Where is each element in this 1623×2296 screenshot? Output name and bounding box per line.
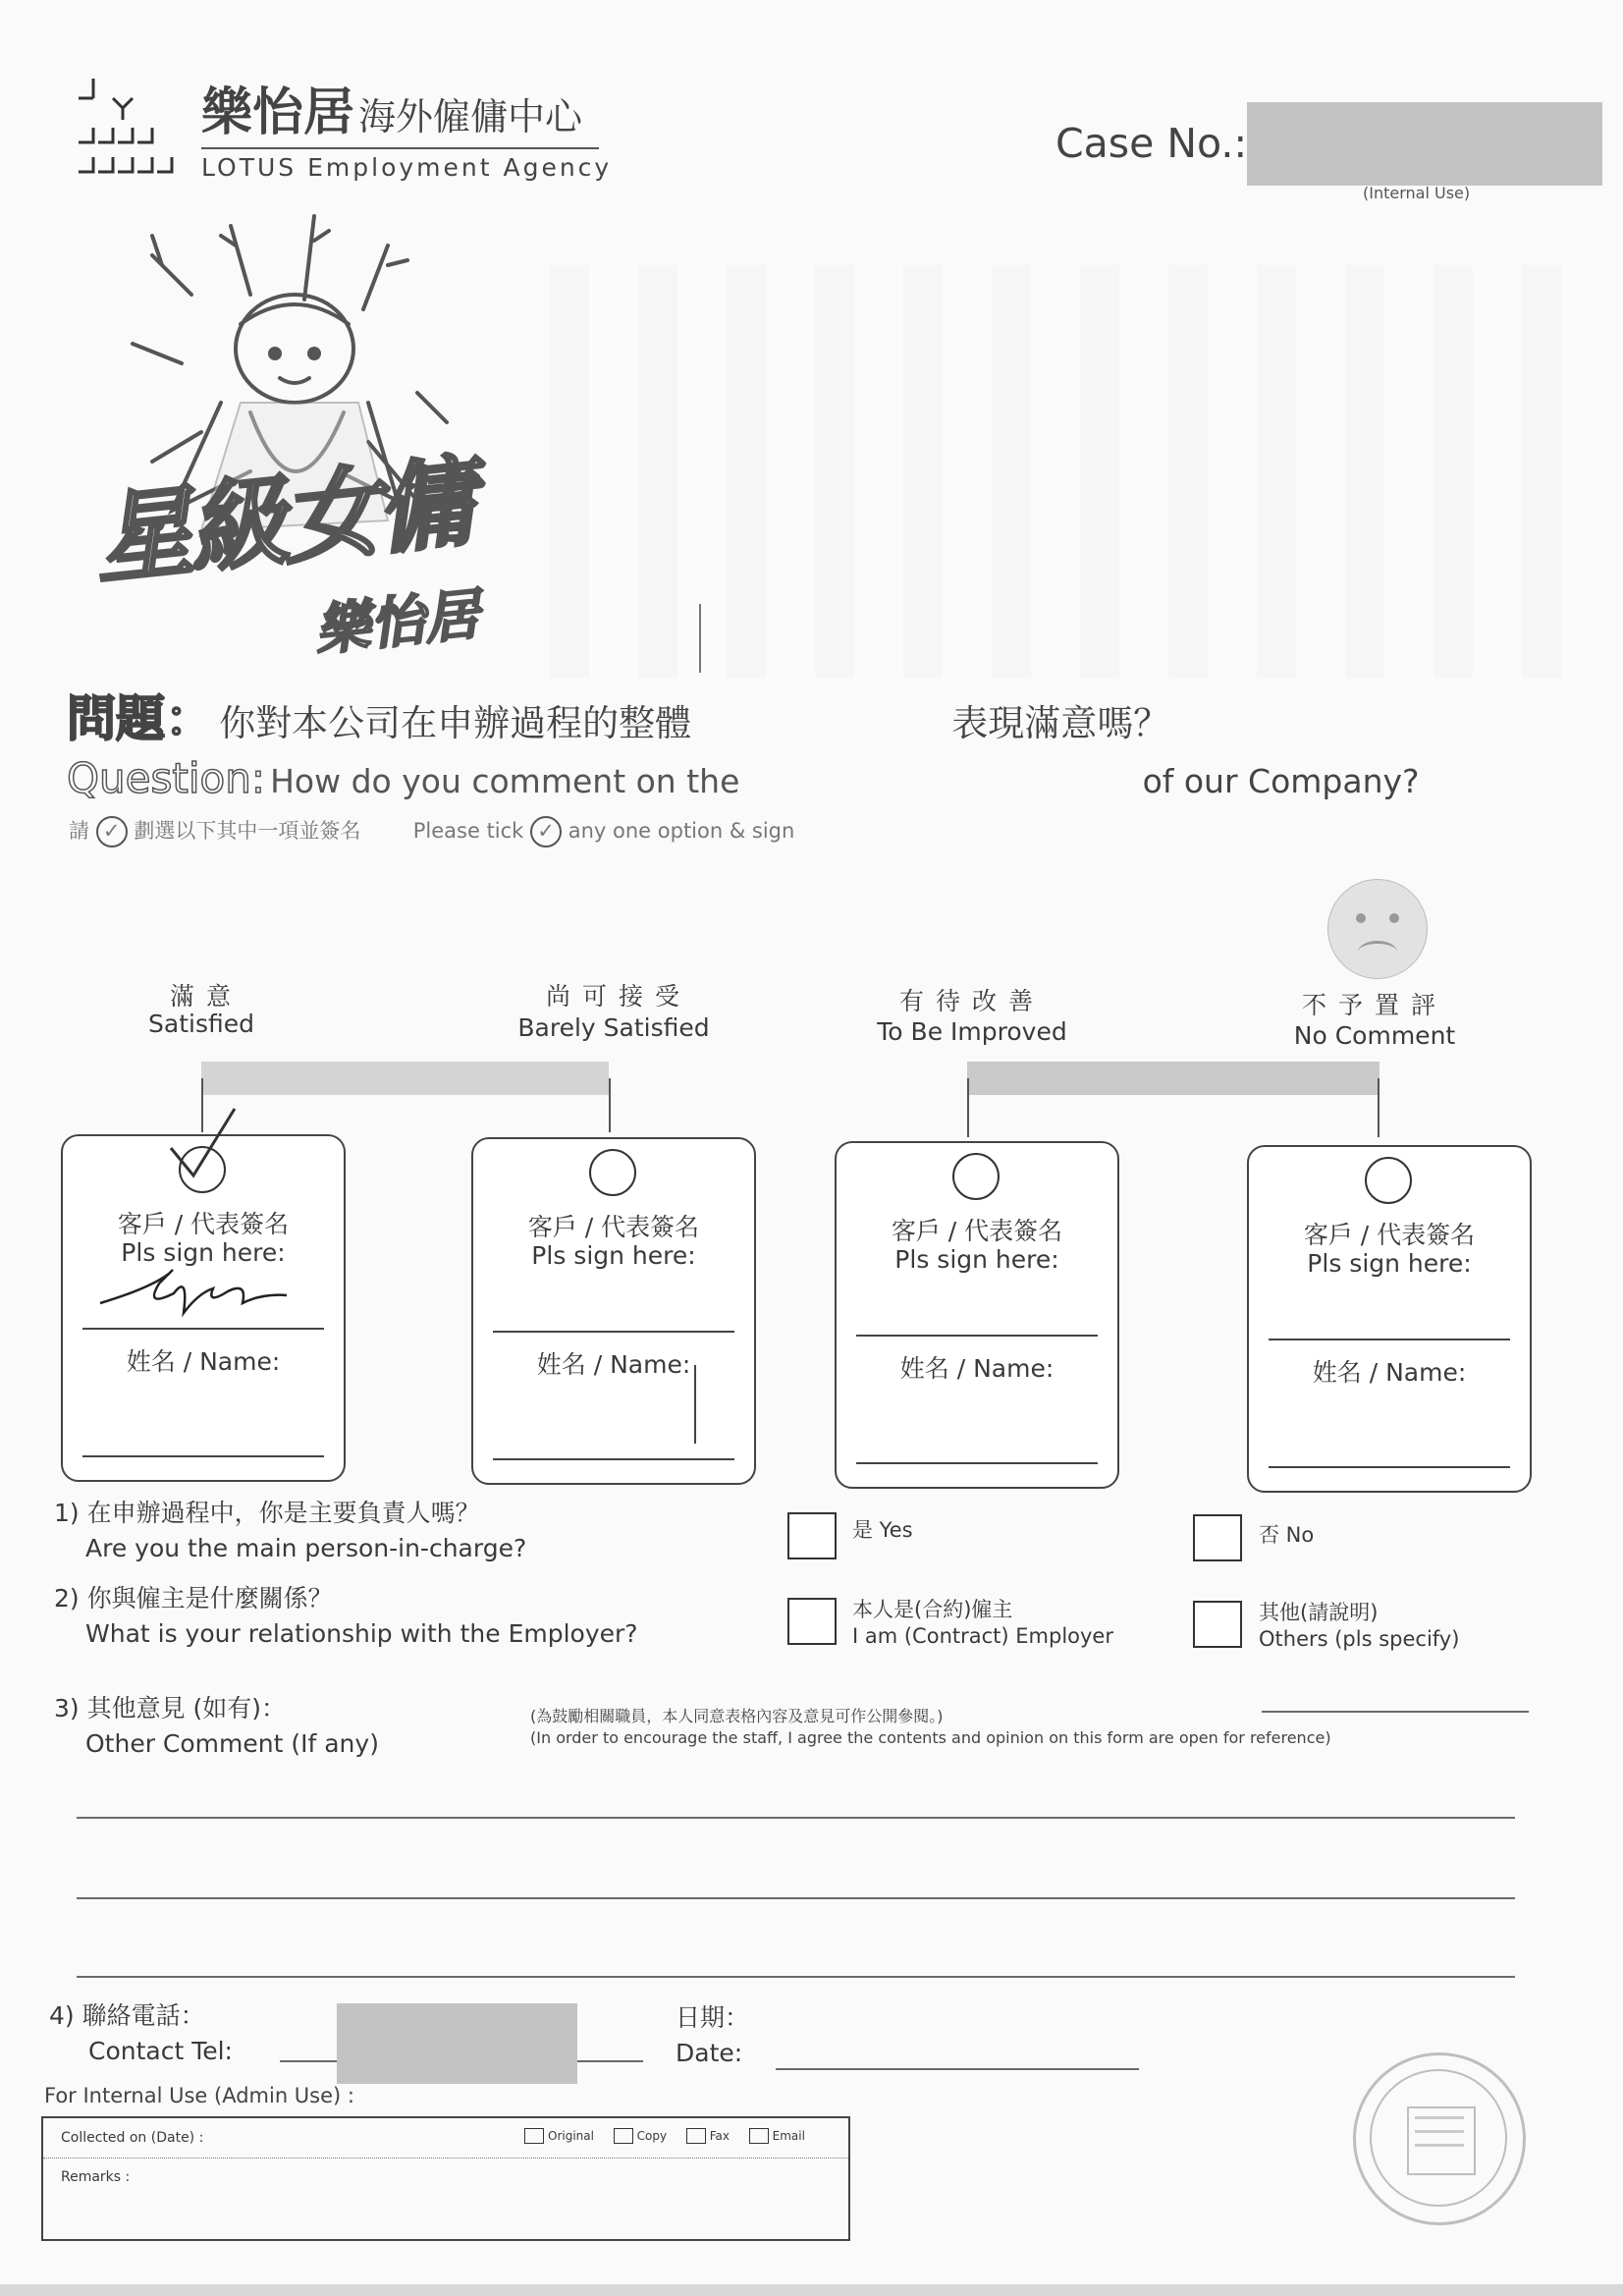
question-1 — [54, 1496, 526, 1566]
page-bottom-edge — [0, 2284, 1623, 2296]
card-sign-label-zh: 客戶 / 代表簽名 — [117, 1210, 290, 1238]
date-line[interactable] — [776, 2068, 1139, 2070]
q1-yes-label: 是 Yes — [852, 1518, 913, 1542]
card-name-label: 姓名 / Name: — [126, 1347, 281, 1376]
banner-subtitle: 樂怡居 — [311, 581, 483, 664]
option-card-to-be-improved[interactable] — [835, 1141, 1119, 1489]
instruction-zh: 請 — [69, 819, 89, 843]
check-circle-icon: ✓ — [530, 816, 562, 847]
card-sign-label-zh: 客戶 / 代表簽名 — [527, 1213, 700, 1241]
question-zh-text-after: 表現滿意嗎？ — [951, 702, 1170, 744]
card-sign-label-zh: 客戶 / 代表簽名 — [891, 1217, 1063, 1245]
card-sign-label-en: Pls sign here: — [1307, 1249, 1472, 1278]
card-name-label: 姓名 / Name: — [899, 1354, 1055, 1383]
admin-box — [41, 2116, 850, 2241]
admin-remarks-label: Remarks : — [61, 2169, 131, 2185]
admin-check-email[interactable]: Email — [749, 2129, 805, 2143]
question-zh — [67, 680, 1169, 750]
card-sign-label-zh: 客戶 / 代表簽名 — [1303, 1221, 1476, 1249]
question-2-zh: 2) 你與僱主是什麼關係？ — [54, 1584, 333, 1613]
connector-stem — [1378, 1078, 1380, 1137]
question-zh-label: 問題： — [67, 690, 214, 747]
question-en-redacted-word — [744, 763, 1137, 793]
connector-bar-left — [201, 1062, 609, 1095]
q1-yes-checkbox[interactable] — [787, 1512, 837, 1559]
option-radio-barely-satisfied[interactable] — [589, 1149, 636, 1196]
comment-line-1[interactable] — [77, 1817, 1515, 1819]
q3-consent-note: (為鼓勵相關職員，本人同意表格內容及意見可作公開參閱。) (In order to encourage the staff, I agree the contents and opinion on this form are open for reference) — [530, 1707, 1331, 1747]
question-2-en: What is your relationship with the Employer? — [85, 1619, 638, 1648]
case-no-redacted-field — [1247, 102, 1602, 186]
question-en-text-after: of our Company? — [1142, 762, 1420, 800]
company-logo — [64, 69, 614, 187]
question-zh-redacted-word — [696, 700, 947, 736]
card-sign-label-en: Pls sign here: — [531, 1241, 696, 1270]
q2-employer-label: 本人是(合約)僱主 I am (Contract) Employer — [852, 1598, 1113, 1648]
tick-mark-icon — [166, 1107, 244, 1185]
connector-bar-right — [967, 1062, 1380, 1095]
admin-check-fax[interactable]: Fax — [686, 2129, 730, 2143]
comment-line-2[interactable] — [77, 1897, 1515, 1899]
comment-line-3[interactable] — [77, 1976, 1515, 1978]
q2-employer-checkbox[interactable] — [787, 1598, 837, 1645]
faded-background-graphic — [550, 265, 1571, 678]
question-en-text-before: How do you comment on the — [270, 762, 740, 800]
question-4 — [49, 1998, 233, 2069]
case-no-label: Case No.: — [1055, 120, 1248, 167]
question-1-zh: 1) 在申辦過程中，你是主要負責人嗎？ — [54, 1499, 480, 1527]
question-2 — [54, 1581, 638, 1652]
question-en — [67, 754, 1420, 802]
internal-use-note: (Internal Use) — [1363, 184, 1471, 202]
logo-chinese-name: 樂怡居 — [201, 82, 355, 142]
q1-no-checkbox[interactable] — [1193, 1514, 1242, 1561]
instruction-zh-rest: 劃選以下其中一項並簽名 — [134, 819, 361, 843]
question-1-en: Are you the main person-in-charge? — [85, 1534, 527, 1562]
instruction-en-rest: any one option & sign — [568, 819, 795, 843]
q2-others-label: 其他(請說明) Others (pls specify) — [1259, 1601, 1460, 1651]
logo-english-name: LOTUS Employment Agency — [201, 153, 613, 182]
question-4-en: Contact Tel: — [88, 2037, 233, 2065]
question-3-en: Other Comment (If any) — [85, 1729, 379, 1758]
company-stamp — [1353, 2052, 1526, 2225]
admin-checks — [524, 2128, 805, 2144]
question-3-zh: 3) 其他意見 (如有)： — [54, 1694, 287, 1722]
connector-stem — [967, 1078, 969, 1137]
card-sign-label-en: Pls sign here: — [894, 1245, 1059, 1274]
admin-collected-label: Collected on (Date) : — [61, 2130, 204, 2146]
q3-consent-signature-line[interactable] — [1262, 1711, 1529, 1713]
option-radio-to-be-improved[interactable] — [952, 1153, 1000, 1200]
logo-underline — [201, 147, 599, 149]
card-name-label: 姓名 / Name: — [536, 1350, 691, 1379]
handwritten-signature — [90, 1244, 297, 1333]
q2-others-checkbox[interactable] — [1193, 1601, 1242, 1648]
option-card-no-comment[interactable] — [1247, 1145, 1532, 1493]
option-radio-no-comment[interactable] — [1365, 1157, 1412, 1204]
faded-vertical-mark — [699, 604, 701, 673]
check-circle-icon: ✓ — [96, 816, 128, 847]
connector-stem — [609, 1078, 611, 1132]
sad-face-icon — [1327, 879, 1428, 979]
logo-chinese-subtitle: 海外僱傭中心 — [358, 95, 583, 138]
logo-mark-icon — [64, 69, 187, 187]
admin-check-copy[interactable]: Copy — [614, 2129, 667, 2143]
date-label-zh: 日期： — [676, 2003, 750, 2032]
admin-check-original[interactable]: Original — [524, 2129, 594, 2143]
question-zh-text-before: 你對本公司在申辦過程的整體 — [219, 702, 692, 744]
admin-title: For Internal Use (Admin Use) : — [44, 2084, 354, 2107]
option-card-satisfied[interactable] — [61, 1134, 346, 1482]
option-card-barely-satisfied[interactable] — [471, 1137, 756, 1485]
card-name-label: 姓名 / Name: — [1312, 1358, 1467, 1387]
instruction-en: Please tick — [412, 819, 524, 843]
mascot-illustration — [88, 206, 555, 664]
date-label — [676, 2000, 749, 2071]
contact-tel-redacted — [337, 2003, 577, 2084]
instruction-line — [69, 815, 794, 847]
q1-no-label: 否 No — [1259, 1523, 1315, 1547]
question-3 — [54, 1691, 379, 1762]
date-label-en: Date: — [676, 2039, 743, 2067]
question-en-label: Question: — [67, 754, 266, 802]
question-4-zh: 4) 聯絡電話： — [49, 2001, 205, 2030]
banner-title: 星級女傭 — [88, 443, 476, 598]
card-sign-label-en: Pls sign here: — [121, 1238, 286, 1267]
